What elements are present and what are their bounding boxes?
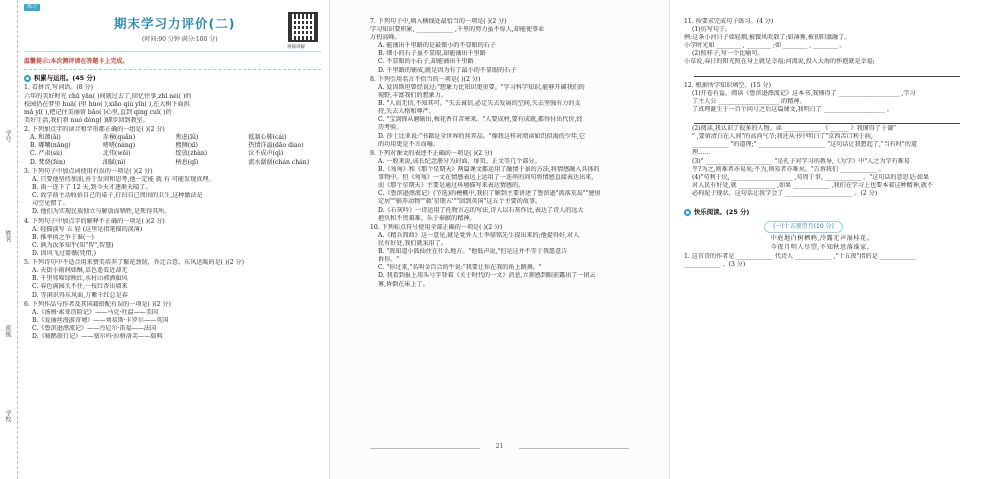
question-line: 万仞高峰。: [370, 34, 401, 42]
option-line: 雾,昏倒在床上了。: [378, 280, 429, 288]
option-line: 司空见惯了。: [32, 200, 69, 208]
question-line: 11. 按要求完成句子练习。(4 分): [684, 18, 774, 25]
question-line: " ,要留清白在人间"的高尚气节;我还从书中明白了"京西苦口利于病,: [692, 133, 873, 141]
question-line: 9. 下列对课文的表述不正确的一项是( )(2 分): [370, 149, 493, 157]
practice-tag: 练习: [24, 4, 40, 11]
section-icon: [24, 75, 31, 82]
option-line: 民有好处,我们就采用了。: [378, 240, 447, 248]
question-line: 对人民有好处,就 ____________ ,如果 ____________ ,我们在学习上也要本着这种精神,就不: [692, 181, 933, 189]
option-row: C. 严肃(sù) 北伟(wēi) 绽放(zhàn) 泣不成声(qì): [30, 150, 284, 158]
question-line: 小学时光如 ________ , ________ ;如 ________ , ________ 。: [684, 42, 846, 50]
option-line: 定居""驯养动物""救'星期五'""回到英国"这五个主要的故事。: [378, 198, 542, 206]
exam-page-right: [670, 0, 1000, 479]
option-line: C. 春色满园关不住,一枝红杏出墙来: [32, 283, 128, 291]
margin-label-name: 姓名: [3, 230, 11, 242]
option-row: D. 焚烧(fén) 油腻(nì) 柄息(qī) 流水潺潺(chán chán): [30, 158, 310, 166]
option-row: B. 嘟囔(nāng) 嗜嗜(náng) 熙侧(xī) 热情洋溢(dāo diao): [30, 142, 304, 150]
question-line: 7. 下列句子中,填入横线处最恰当的一项是( )(2 分): [370, 18, 507, 25]
option-line: 诉你。": [378, 256, 400, 264]
question-line: 乎?为之,则难者亦易矣;不为,则易者亦难矣。"告诉我们 ____________ 。: [692, 165, 885, 173]
page3-content: [684, 18, 960, 479]
option-line: D.《骑鹅旅行记》——塞尔玛·拉格洛芙——瑞典: [32, 333, 163, 341]
question-line: 8. 下列引用名言不恰当的一项是( )(2 分): [370, 75, 481, 83]
question-line: (4)"苟利于民, ____________________ ,苟周于事, ____________ 。"这句话的意思是:如果: [692, 173, 930, 181]
option-line: B. "我知道小狐仙住在什么地方。"他低声说,"但是这并不等于我愿意告: [378, 248, 568, 256]
option-line: D.《石灰吟》一诗运用了托物言志的写法,诗人以石灰作比,表达了诗人的远大: [378, 206, 584, 214]
option-line: C.《鲁滨逊漂流记》(节选)的梗概中,我们了解到主要讲述了鲁滨逊"流落荒岛""建房: [378, 190, 601, 198]
question-line: 理……: [692, 149, 711, 157]
question-line: 学习知识要积累, ____________ ,千里的努力虽不惊人,却能使事业: [370, 26, 545, 34]
option-line: C. 孰为汝多知乎(知"智",智慧): [32, 241, 114, 249]
qr-code-icon[interactable]: [288, 12, 318, 42]
question-line: mǎ yǐ( ),把记住美丽留 bǎo( )心里,直到 qíng cuī( )的: [24, 108, 172, 116]
question-line: 1. 这首诗的作者是 ____________ 代诗人 ____________ ,"十五夜"指的是 ____________: [684, 253, 917, 261]
option-line: D. 等闲识得东风面,万紫千红总是春: [32, 291, 128, 299]
option-line: 历考验。: [378, 124, 403, 132]
option-line: B.《匆匆》和《那个星期天》两篇课文都运用了融情于景的方法,将情感融入具体的: [378, 166, 600, 174]
option-line: B. 推率执之争于谁(一): [32, 233, 94, 241]
section-heading-reading: 快乐阅读。(25 分): [684, 208, 960, 217]
question-line: 4. 下列句子中加点字的解释不正确的一项是( )(2 分): [24, 217, 165, 225]
question-line: 3. 下列句子中加点词使用有误的一项是( )(2 分): [24, 167, 153, 175]
option-line: A. 只要他坚持加油,善于发问和思考,他一定能 就 有 可能发现真理。: [32, 175, 215, 183]
option-row: A. 和蔼(ǎi) 赤裸(quǎn) 焦虑(lǜ) 抵制心肺(cái): [30, 134, 287, 142]
option-line: D. 我看到报上用头号字登着《关于时代的一文》消息,立刻感到眼前露出了一团云: [378, 272, 596, 280]
question-line: ____________ 。(3 分): [684, 261, 746, 269]
exam-header: [24, 10, 321, 52]
question-line: (1)仿写句子。: [692, 26, 732, 34]
option-line: B. 千里莺啼绿映红,水村山郭酒旗风: [32, 275, 128, 283]
margin-label-school: 学校: [3, 410, 11, 422]
question-line: 必拘泥于现状。这句话让我学会了 ______________________ 。(2 分): [692, 189, 878, 197]
subsection-title: (一)十五夜望月(10 分): [764, 221, 843, 233]
question-line: (2)阅读,我认识了很多的人物。读 ____________ 《 ______ 》我懂得了于谦": [692, 125, 896, 133]
option-line: C. "宝剑锋从磨砺出,梅花香自苦寒来。"人要成材,要有成就,都得付出代价,经: [378, 116, 583, 124]
question-line: (3)" ______________________ "是孔子对学习的教导,《为学》中"人之为学有难易: [692, 157, 910, 165]
question-line: 6. 下列作品与作者及其国籍搭配有误的一项是( )(2 分): [24, 300, 171, 308]
question-line: 六年的美好时光 chū yǎn( )间就过去了,回忆往事,zhǐ néi( )的: [24, 92, 192, 100]
exam-tip: 温馨提示:本次测评请在答题卡上完成。: [24, 58, 321, 70]
option-line: B. 雨一连下了 12 天,到今天才逐渐天晴了。: [32, 183, 152, 191]
option-line: D. 千里路的铺成,就是因为有了最小的不显眼的石子: [378, 66, 517, 74]
question-line: 美好生活,我们将 nuó dòng( )脚步回到教室。: [24, 116, 149, 124]
section-icon: [684, 209, 691, 216]
question-line: (1)开卷有益。阅读《鲁滨逊漂流记》这本书,我懂得了 ____________________ ,学习: [692, 89, 916, 97]
poem-line: 今夜月明人尽望,不知秋思落谁家。: [770, 243, 874, 251]
page-number: 21: [495, 443, 504, 451]
option-line: D. 因风飞过蔷薇(凭借,): [32, 249, 96, 257]
option-line: D. 莎士比亚说:"书籍是全世界的营养品。"像我这样对阅读如饥似渴的少年,它: [378, 132, 586, 140]
question-line: 了主人公 ____________________ 的精神。: [692, 97, 806, 105]
question-line: 5. 下列诗句中不适合用来赞美培养了繁花劲韧、乔迁合意、东风送暖的是( )(2 分): [24, 259, 245, 267]
option-line: A.《精兵简政》这一意见,就是党外人士李鼎铭先生提出来的;他提得好,对人: [378, 232, 580, 239]
exam-page-middle: [330, 0, 670, 479]
exam-subtitle: (时间:90 分钟 满分:100 分): [142, 36, 218, 43]
question-line: (2)照样子,写一个比喻句。: [692, 50, 764, 58]
page2-content: [370, 18, 651, 479]
option-line: A. 一般来说,成长纪念册分为封面、扉页、正文等几个部分。: [378, 157, 541, 165]
option-line: C. 不显眼的小石子,却能铺出千里路: [378, 58, 474, 66]
option-line: D. 他们为实现民族独立与解放而牺牲,是死得其所。: [32, 208, 171, 216]
option-line: B. "人而无信,不知其可。"失去诚信,必定失去发展的空间,失去坚强有力的支: [378, 100, 581, 108]
section-heading-accumulation: 积累与运用。(45 分): [24, 74, 321, 83]
question-line: 例:这条小河日子如轻烟,被微风吹散了;如薄雾,被初阳蒸融了。: [684, 34, 851, 42]
option-line: 持,失去人格和尊严。: [378, 108, 435, 116]
exam-page-left: [0, 0, 330, 479]
question-line: 小草说,春日的阳光照在身上就是幸福;河流说,投入大海的怀抱就是幸福;: [684, 58, 875, 66]
option-line: A. 能铺出千里路的是最微小的不显眼的石子: [378, 42, 496, 50]
option-line: 视野,丰富我们的想象力。: [378, 92, 447, 100]
question-line: 12. 根据所学知识填空。(15 分): [684, 81, 772, 89]
option-line: B.《爱丽丝漫游奇境》——刘易斯·卡罗尔——英国: [32, 317, 169, 325]
option-line: 抱负和不畏艰难、乐于奉献的精神。: [378, 214, 476, 222]
option-line: C. "你过来,"名叫金百合的牛说:"我要让你在我的角上跳舞。": [378, 264, 542, 272]
margin-label-class: 班级: [3, 325, 11, 337]
option-line: C. 故学前主动收拾自己的桌子,打扫自己周围的卫生,这种做法是: [32, 192, 203, 200]
option-line: C.《鲁滨逊漂流记》——丹尼尔·笛福——法国: [32, 325, 157, 333]
option-line: A.《汤姆·索亚历险记》——马克·吐温——美国: [32, 308, 158, 316]
question-line: 校园仍在梦里 huǎ( )里 hùo( ),xiāo qiú yǐn( ),在大树下面拱: [24, 100, 190, 108]
question-line: 2. 下列加点字的读音和字形都正确的一组是( )(2 分): [24, 126, 165, 134]
page1-content: [24, 10, 321, 479]
margin-label-student-id: 学号: [3, 130, 11, 142]
option-line: A. 天街小雨润如酥,草色遥看近却无: [32, 267, 128, 275]
question-line: 了真理诞生于一百个问号之后这篇课文,我明白了 ____________________ 。: [692, 105, 893, 113]
option-line: 而《那个星期天》主要是通过环境描写来表达情感的。: [378, 182, 525, 190]
option-line: A. 爱因斯坦曾经说过:"想象力比知识更重要。"学习科学知识,能够开阔我们的: [378, 83, 585, 91]
qr-label: 视频讲解: [287, 45, 305, 50]
binding-margin: [0, 0, 18, 479]
question-line: 10. 下列标点符号使用全部正确的一项是( )(2 分): [370, 223, 503, 231]
answer-line[interactable]: [694, 117, 960, 124]
option-line: B. 细小的石子虽不显眼,却能铺出千里路: [378, 50, 486, 58]
question-line: ____________ "的道理;" ______________________ "这句话让我想起了,"当有时"的道: [692, 141, 917, 149]
poem-line: 中庭地白树栖鸦,冷露无声湿桂花。: [770, 235, 874, 243]
question-line: 1. 看拼音,写词语。(8 分): [24, 84, 94, 92]
option-line: 的功用更是不言而喻。: [378, 140, 439, 148]
exam-title: 期末学习力评价(二): [114, 16, 236, 31]
answer-line[interactable]: [694, 70, 960, 77]
option-line: A. 轻描淡写 五 轻 (这里是指笔描的淡薄): [32, 225, 143, 233]
option-line: 事物中。但《匆匆》一文在情感表达上运用了一连串的问句将情感直接表达出来,: [378, 174, 594, 182]
